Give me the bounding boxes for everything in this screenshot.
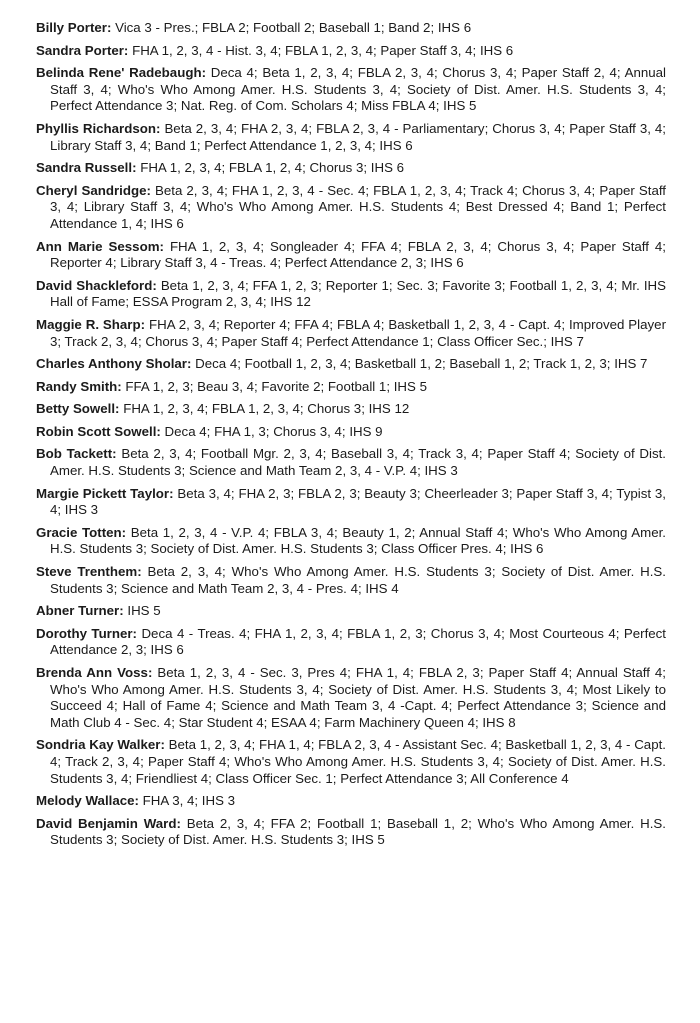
student-name: Billy Porter: (36, 20, 112, 35)
student-entry (36, 564, 666, 597)
student-name: Phyllis Richardson: (36, 120, 161, 136)
student-activities: IHS 5 (127, 603, 161, 619)
student-activities: Beta 1, 2, 3, 4 - Sec. 3, Pres 4; FHA 1, 4; FBLA 2, 3; Paper Staff 4; Annual Staff 4; Who's Who Among Amer. H.S. Students 3, 4; Society of Dist. Amer. H.S. Students 3, 4; Most Likely to Succeed 4; Hall of Fame 4; Science and Math Team 3, 4 -Capt. 4; Perfect Attendance 3; Science and Math Club 4 - Sec. 4; Star Student 4; ESAA 4; Farm Machinery Queen 4; IHS 8 (50, 665, 667, 730)
student-name: Melody Wallace: (36, 793, 139, 809)
student-activities: Beta 2, 3, 4; FFA 2; Football 1; Baseball 1, 2; Who's Who Among Amer. H.S. Students 3; Society of Dist. Amer. H.S. Students 3; IHS 5 (50, 815, 666, 848)
student-entry (36, 121, 666, 154)
student-name: Sondria Kay Walker: (36, 737, 165, 753)
student-entry (36, 793, 666, 810)
student-name: Betty Sowell: (36, 401, 120, 417)
student-entry (36, 401, 666, 418)
student-activities: FHA 1, 2, 3, 4; Songleader 4; FFA 4; FBLA 2, 3, 4; Chorus 3, 4; Paper Staff 4; Reporter 4; Library Staff 3, 4 - Treas. 4; Perfect Attendance 2, 3; IHS 6 (50, 238, 666, 271)
student-entry (36, 43, 666, 60)
student-name: Charles Anthony Sholar: (36, 356, 192, 372)
student-name: Margie Pickett Taylor: (36, 485, 174, 501)
student-entry (36, 356, 666, 373)
student-activities: FHA 1, 2, 3, 4 - Hist. 3, 4; FBLA 1, 2, 3, 4; Paper Staff 3, 4; IHS 6 (132, 42, 514, 58)
student-activities: Beta 2, 3, 4; FHA 2, 3, 4; FBLA 2, 3, 4 - Parliamentary; Chorus 3, 4; Paper Staff 3, 4; Library Staff 3, 4; Band 1; Perfect Attendance 1, 2, 3, 4; IHS 6 (50, 120, 666, 153)
student-entry (36, 183, 666, 233)
student-name: Sandra Russell: (36, 160, 137, 176)
student-activities: Beta 2, 3, 4; Football Mgr. 2, 3, 4; Baseball 3, 4; Track 3, 4; Paper Staff 4; Society of Dist. Amer. H.S. Students 3; Science and Math Team 2, 3, 4 - V.P. 4; IHS 3 (50, 446, 667, 479)
senior-activity-list (36, 20, 666, 849)
student-entry (36, 446, 666, 479)
student-entry (36, 379, 666, 396)
student-entry (36, 737, 666, 787)
student-name: Gracie Totten: (36, 524, 127, 540)
student-activities: Deca 4; FHA 1, 3; Chorus 3, 4; IHS 9 (164, 423, 383, 439)
student-name: Bob Tackett: (36, 446, 117, 462)
student-activities: FHA 1, 2, 3, 4; FBLA 1, 2, 4; Chorus 3; IHS 6 (140, 160, 405, 176)
student-activities: FHA 2, 3, 4; Reporter 4; FFA 4; FBLA 4; Basketball 1, 2, 3, 4 - Capt. 4; Improved Player 3; Track 2, 3, 4; Chorus 3, 4; Paper Staff 4; Perfect Attendance 1; Class Officer Sec.; IHS 7 (50, 316, 667, 349)
student-name: Belinda Rene' Radebaugh: (36, 65, 206, 81)
student-entry (36, 278, 666, 311)
student-entry (36, 20, 666, 37)
student-activities: Vica 3 - Pres.; FBLA 2; Football 2; Baseball 1; Band 2; IHS 6 (115, 20, 472, 35)
student-name: Randy Smith: (36, 378, 122, 394)
student-name: Dorothy Turner: (36, 625, 137, 641)
student-entry (36, 626, 666, 659)
student-activities: Beta 1, 2, 3, 4; FFA 1, 2, 3; Reporter 1; Sec. 3; Favorite 3; Football 1, 2, 3, 4; Mr. IHS Hall of Fame; ESSA Program 2, 3, 4; IHS 12 (50, 277, 666, 310)
student-name: Ann Marie Sessom: (36, 238, 164, 254)
student-activities: Deca 4; Beta 1, 2, 3, 4; FBLA 2, 3, 4; Chorus 3, 4; Paper Staff 2, 4; Annual Staff 3, 4; Who's Who Among Amer. H.S. Students 3, 4; Society of Dist. Amer. H.S. Students 3, 4; Perfect Attendance 3; Nat. Reg. of Com. Scholars 4; Miss FBLA 4; IHS 5 (50, 65, 666, 114)
student-entry (36, 317, 666, 350)
student-entry (36, 486, 666, 519)
student-entry (36, 239, 666, 272)
student-name: Maggie R. Sharp: (36, 316, 146, 332)
student-activities: Deca 4 - Treas. 4; FHA 1, 2, 3, 4; FBLA 1, 2, 3; Chorus 3, 4; Most Courteous 4; Perfect Attendance 2, 3; IHS 6 (50, 625, 666, 658)
student-entry (36, 665, 666, 731)
student-entry (36, 424, 666, 441)
student-entry (36, 160, 666, 177)
student-name: David Shackleford: (36, 277, 157, 293)
student-entry (36, 603, 666, 620)
student-activities: Beta 3, 4; FHA 2, 3; FBLA 2, 3; Beauty 3; Cheerleader 3; Paper Staff 3, 4; Typist 3, 4; IHS 3 (50, 485, 667, 518)
student-activities: FHA 1, 2, 3, 4; FBLA 1, 2, 3, 4; Chorus 3; IHS 12 (123, 401, 410, 417)
student-name: Robin Scott Sowell: (36, 423, 161, 439)
student-activities: FHA 3, 4; IHS 3 (142, 793, 236, 809)
student-entry (36, 816, 666, 849)
student-entry (36, 65, 666, 115)
student-activities: Deca 4; Football 1, 2, 3, 4; Basketball 1, 2; Baseball 1, 2; Track 1, 2, 3; IHS 7 (195, 356, 648, 372)
student-entry (36, 525, 666, 558)
student-name: Steve Trenthem: (36, 564, 142, 580)
student-name: Sandra Porter: (36, 42, 129, 58)
student-activities: Beta 2, 3, 4; Who's Who Among Amer. H.S. Students 3; Society of Dist. Amer. H.S. Students 3; Science and Math Team 2, 3, 4 - Pres. 4; IHS 4 (50, 564, 666, 596)
student-name: David Benjamin Ward: (36, 815, 181, 831)
student-activities: Beta 1, 2, 3, 4; FHA 1, 4; FBLA 2, 3, 4 - Assistant Sec. 4; Basketball 1, 2, 3, 4 - Capt. 4; Track 2, 3, 4; Paper Staff 4; Who's Who Among Amer. H.S. Students 3, 4; Society of Dist. Amer. H.S. Students 3, 4; Friendliest 4; Class Officer Sec. 1; Perfect Attendance 3; All Conference 4 (50, 737, 666, 786)
student-activities: Beta 1, 2, 3, 4 - V.P. 4; FBLA 3, 4; Beauty 1, 2; Annual Staff 4; Who's Who Among Amer. H.S. Students 3; Society of Dist. Amer. H.S. Students 3; Class Officer Pres. 4; IHS 6 (50, 524, 666, 557)
student-name: Cheryl Sandridge: (36, 182, 151, 198)
student-name: Abner Turner: (36, 603, 124, 619)
student-name: Brenda Ann Voss: (36, 665, 153, 680)
student-activities: Beta 2, 3, 4; FHA 1, 2, 3, 4 - Sec. 4; FBLA 1, 2, 3, 4; Track 4; Chorus 3, 4; Paper Staff 3, 4; Library Staff 3, 4; Who's Who Among Amer. H.S. Students 4; Best Dressed 4; Band 1; Perfect Attendance 1, 4; IHS 6 (50, 182, 666, 231)
student-activities: FFA 1, 2, 3; Beau 3, 4; Favorite 2; Football 1; IHS 5 (125, 378, 427, 394)
